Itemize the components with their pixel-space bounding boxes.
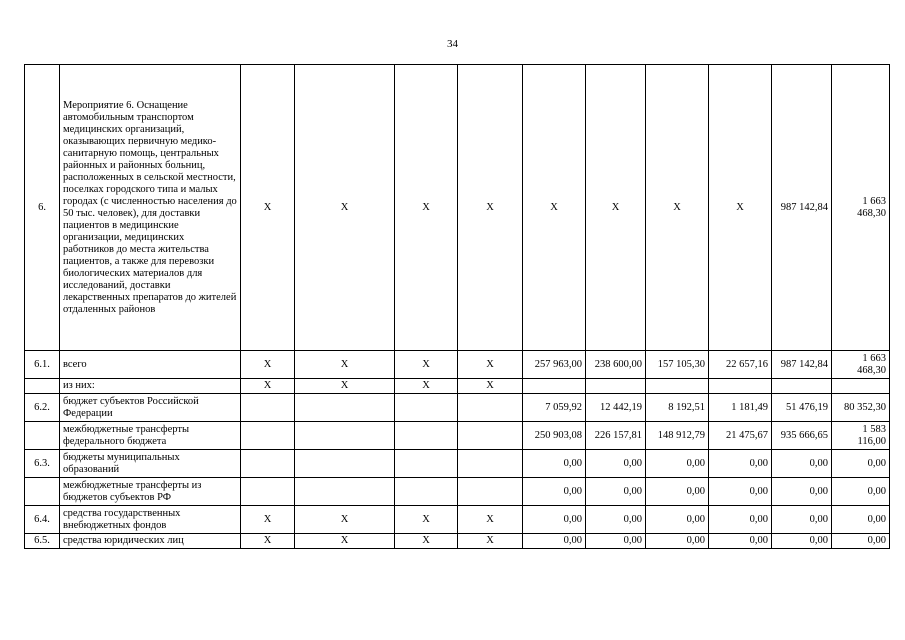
cell: 22 657,16 [709, 351, 772, 379]
cell [395, 478, 458, 506]
cell: 0,00 [646, 450, 709, 478]
row-number: 6.1. [25, 351, 60, 379]
cell: X [709, 65, 772, 351]
cell: 935 666,65 [772, 422, 832, 450]
cell: 21 475,67 [709, 422, 772, 450]
cell: 0,00 [586, 478, 646, 506]
cell: 0,00 [646, 534, 709, 549]
cell [241, 478, 295, 506]
row-description: средства государственных внебюджетных фондов [60, 506, 241, 534]
cell: X [395, 506, 458, 534]
cell [458, 478, 523, 506]
cell: 238 600,00 [586, 351, 646, 379]
row-number: 6.5. [25, 534, 60, 549]
cell: X [395, 351, 458, 379]
cell [523, 379, 586, 394]
cell: 1 583 116,00 [832, 422, 890, 450]
cell: X [458, 379, 523, 394]
cell: 8 192,51 [646, 394, 709, 422]
cell [772, 379, 832, 394]
cell: X [295, 351, 395, 379]
cell: 0,00 [709, 534, 772, 549]
cell: 250 903,08 [523, 422, 586, 450]
cell: X [241, 534, 295, 549]
row-description: межбюджетные трансферты федерального бюджета [60, 422, 241, 450]
cell: X [586, 65, 646, 351]
cell: X [395, 65, 458, 351]
cell: 80 352,30 [832, 394, 890, 422]
cell: X [241, 351, 295, 379]
table-row [25, 379, 890, 394]
cell: X [458, 506, 523, 534]
cell: 51 476,19 [772, 394, 832, 422]
cell: 0,00 [772, 450, 832, 478]
row-description: межбюджетные трансферты из бюджетов субъектов РФ [60, 478, 241, 506]
row-number: 6.3. [25, 450, 60, 478]
cell: 0,00 [523, 450, 586, 478]
table-row [25, 422, 890, 450]
cell: 257 963,00 [523, 351, 586, 379]
cell: 0,00 [586, 450, 646, 478]
row-description: бюджеты муниципальных образований [60, 450, 241, 478]
row-description: бюджет субъектов Российской Федерации [60, 394, 241, 422]
row-number: 6.2. [25, 394, 60, 422]
cell: X [295, 506, 395, 534]
cell [458, 450, 523, 478]
row-number [25, 379, 60, 394]
cell: 0,00 [772, 506, 832, 534]
row-description: из них: [60, 379, 241, 394]
cell [709, 379, 772, 394]
cell [295, 478, 395, 506]
cell [395, 450, 458, 478]
cell [295, 422, 395, 450]
page-number: 34 [447, 38, 458, 50]
cell: X [458, 534, 523, 549]
cell: X [523, 65, 586, 351]
cell: 148 912,79 [646, 422, 709, 450]
cell: 0,00 [772, 534, 832, 549]
cell: X [241, 506, 295, 534]
cell: 157 105,30 [646, 351, 709, 379]
cell [586, 379, 646, 394]
cell [646, 379, 709, 394]
row-number: 6. [25, 65, 60, 351]
row-description: всего [60, 351, 241, 379]
table-row [25, 534, 890, 549]
row-number [25, 422, 60, 450]
cell: 0,00 [586, 534, 646, 549]
cell: X [395, 379, 458, 394]
cell: 7 059,92 [523, 394, 586, 422]
cell: 226 157,81 [586, 422, 646, 450]
cell: 0,00 [832, 478, 890, 506]
table-row [25, 478, 890, 506]
cell: 0,00 [523, 478, 586, 506]
row-description: Мероприятие 6. Оснащение автомобильным транспортом медицинских организаций, оказывающих первичную медико-санитарную помощь, центральных районных и районных больниц, расположенных в сельской местности, поселках городского типа и малых городах (с численностью населения до 50 тыс. человек), для доставки пациентов в медицинские организации, медицинских работников до места жительства пациентов, а также для перевозки биологических материалов для исследований, доставки лекарственных препаратов до жителей отдаленных районов [60, 65, 241, 351]
cell: 0,00 [709, 478, 772, 506]
cell: X [295, 65, 395, 351]
cell [395, 394, 458, 422]
cell: X [646, 65, 709, 351]
cell [241, 394, 295, 422]
cell: 987 142,84 [772, 351, 832, 379]
cell: 0,00 [832, 506, 890, 534]
cell: 0,00 [523, 534, 586, 549]
cell: 987 142,84 [772, 65, 832, 351]
cell: 0,00 [646, 478, 709, 506]
cell: 0,00 [832, 534, 890, 549]
cell: X [395, 534, 458, 549]
table-row [25, 450, 890, 478]
table-row [25, 506, 890, 534]
cell: 1 663 468,30 [832, 351, 890, 379]
cell [395, 422, 458, 450]
cell: 0,00 [709, 506, 772, 534]
cell: 0,00 [832, 450, 890, 478]
row-number [25, 478, 60, 506]
cell [458, 394, 523, 422]
cell: X [295, 379, 395, 394]
cell: X [241, 379, 295, 394]
cell: X [241, 65, 295, 351]
cell [295, 394, 395, 422]
cell: 0,00 [523, 506, 586, 534]
row-number: 6.4. [25, 506, 60, 534]
cell: 1 181,49 [709, 394, 772, 422]
cell: 12 442,19 [586, 394, 646, 422]
cell [832, 379, 890, 394]
row-description: средства юридических лиц [60, 534, 241, 549]
table-row [25, 65, 890, 351]
cell: X [458, 65, 523, 351]
budget-table [24, 64, 890, 549]
cell: 0,00 [646, 506, 709, 534]
table-row [25, 394, 890, 422]
cell: X [458, 351, 523, 379]
cell [458, 422, 523, 450]
cell: 0,00 [586, 506, 646, 534]
cell: 0,00 [772, 478, 832, 506]
cell: X [295, 534, 395, 549]
cell [241, 450, 295, 478]
cell: 1 663 468,30 [832, 65, 890, 351]
cell [295, 450, 395, 478]
table-row [25, 351, 890, 379]
cell [241, 422, 295, 450]
cell: 0,00 [709, 450, 772, 478]
